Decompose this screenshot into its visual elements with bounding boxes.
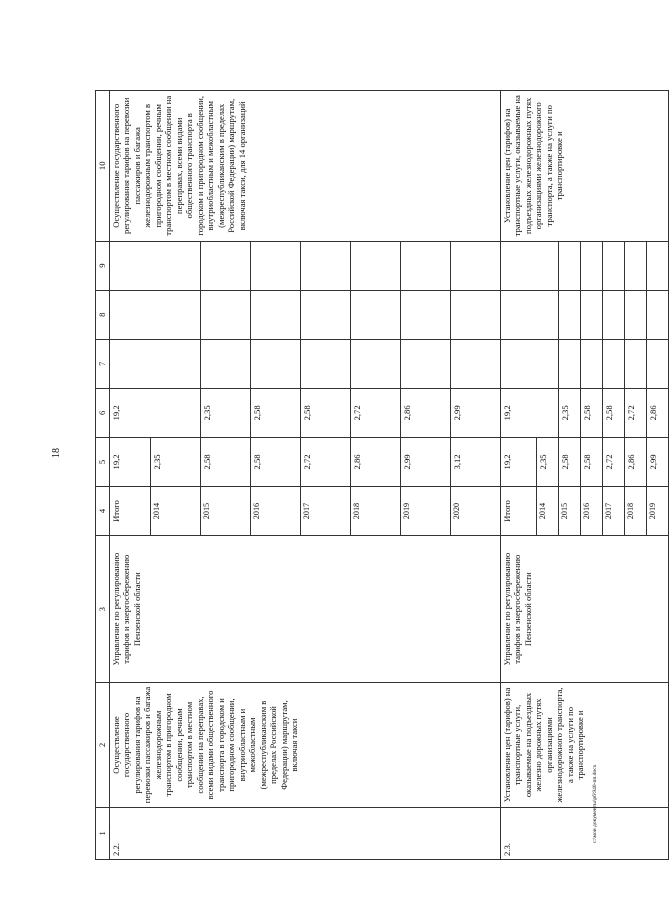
value-col8 — [351, 290, 401, 339]
value-col7 — [110, 339, 201, 388]
executor: Управление по регулированию тарифов и энергосбережению Пензенской области — [110, 536, 501, 683]
value-col9 — [625, 241, 647, 290]
value-col9 — [351, 241, 401, 290]
value-col6: 2,99 — [451, 388, 501, 437]
header-cell: 2 — [96, 683, 110, 807]
row-number: 2.2. — [110, 807, 501, 859]
year-label: 2015 — [201, 486, 251, 535]
value-col9 — [201, 241, 251, 290]
value-col5: 2,58 — [251, 437, 301, 486]
period-label: Итого — [110, 486, 151, 535]
header-cell: 1 — [96, 807, 110, 859]
value-col5: 2,86 — [351, 437, 401, 486]
measure-name: Установление цен (тарифов) на транспортные услуги, оказываемые на подъездных железно дорожных путях организациями железнодорожного транспорта, а также на услуги по транспортировке и — [501, 683, 669, 807]
value-col6: 2,86 — [401, 388, 451, 437]
value-col7 — [451, 339, 501, 388]
header-cell: 5 — [96, 437, 110, 486]
year-label: 2018 — [625, 486, 647, 535]
value-col9 — [451, 241, 501, 290]
value-col6: 2,58 — [251, 388, 301, 437]
value-col8 — [301, 290, 351, 339]
value-col7 — [301, 339, 351, 388]
value-col7 — [401, 339, 451, 388]
value-col7 — [625, 339, 647, 388]
value-col5: 2,35 — [537, 437, 559, 486]
value-col6: 2,35 — [201, 388, 251, 437]
year-label: 2017 — [603, 486, 625, 535]
value-col8 — [603, 290, 625, 339]
value-col6: 2,58 — [301, 388, 351, 437]
footer-file-path: c:\мои документы\рб\940-пп.docx — [592, 764, 598, 843]
value-col8 — [401, 290, 451, 339]
year-label: 2016 — [581, 486, 603, 535]
measure-name: Осуществление государственного регулирования тарифов на перевозки пассажиров и багажа железнодорожным транспортом в пригородном сообщении, речным транспортом в местном сообщении на переправах, всеми видами общественного транспорта в городском и пригородном сообщении, внутриобластным и межобластным (межреспубликанским в пределах Российской Федерации) маршрутам, включая такси — [110, 683, 501, 807]
value-col5: 2,58 — [581, 437, 603, 486]
value-col7 — [201, 339, 251, 388]
year-label: 2018 — [351, 486, 401, 535]
table-body — [96, 91, 669, 860]
value-col7 — [501, 339, 559, 388]
value-col9 — [603, 241, 625, 290]
expected-result: Осуществление государственного регулирования тарифов на перевозки пассажиров и багажа железнодорожным транспортом в пригородном сообщении, речным транспортом в местном сообщении на переправах, всеми видами общественного транспорта в городском и пригородном сообщении, внутриобластным и межобластным (межреспубликанским в пределах Российской Федерации) маршрутам, включая такси, для 14 организаций — [110, 91, 501, 242]
header-row — [96, 91, 110, 860]
value-col8 — [451, 290, 501, 339]
value-col6: 2,58 — [603, 388, 625, 437]
value-col6: 2,86 — [647, 388, 669, 437]
year-label: 2014 — [537, 486, 559, 535]
value-col8 — [201, 290, 251, 339]
header-cell: 3 — [96, 536, 110, 683]
header-cell: 9 — [96, 241, 110, 290]
page-number: 18 — [51, 448, 62, 458]
value-col7 — [251, 339, 301, 388]
table-row — [110, 91, 151, 860]
value-col6: 2,72 — [351, 388, 401, 437]
expected-result: Установление цен (тарифов) на транспортные услуги, оказываемые на подъездных железнодорожных путях организациями железнодорожного транспорта, а также на услуги по транспортировке и — [501, 91, 669, 242]
header-cell: 10 — [96, 91, 110, 242]
value-col5: 2,72 — [603, 437, 625, 486]
value-total-col5: 19,2 — [110, 437, 151, 486]
header-cell: 8 — [96, 290, 110, 339]
value-col9 — [501, 241, 559, 290]
value-col5: 2,99 — [647, 437, 669, 486]
value-col9 — [401, 241, 451, 290]
value-col8 — [110, 290, 201, 339]
value-col8 — [559, 290, 581, 339]
value-col7 — [559, 339, 581, 388]
value-col7 — [647, 339, 669, 388]
value-col6: 2,58 — [581, 388, 603, 437]
value-col9 — [251, 241, 301, 290]
header-cell: 4 — [96, 486, 110, 535]
year-label: 2014 — [151, 486, 201, 535]
value-col8 — [501, 290, 559, 339]
value-col7 — [581, 339, 603, 388]
table-row — [501, 91, 537, 860]
value-col7 — [603, 339, 625, 388]
row-number: 2.3. — [501, 807, 669, 859]
year-label: 2019 — [401, 486, 451, 535]
value-total-col6: 19,2 — [110, 388, 201, 437]
period-label: Итого — [501, 486, 537, 535]
executor: Управление по регулированию тарифов и энергосбережению Пензенской области — [501, 536, 669, 683]
value-col9 — [559, 241, 581, 290]
value-col5: 3,12 — [451, 437, 501, 486]
value-col9 — [301, 241, 351, 290]
value-col5: 2,58 — [559, 437, 581, 486]
value-col9 — [647, 241, 669, 290]
value-col5: 2,72 — [301, 437, 351, 486]
value-col9 — [110, 241, 201, 290]
value-col8 — [625, 290, 647, 339]
value-col6: 2,72 — [625, 388, 647, 437]
value-col8 — [581, 290, 603, 339]
value-total-col6: 19,2 — [501, 388, 559, 437]
value-total-col5: 19,2 — [501, 437, 537, 486]
value-col6: 2,35 — [559, 388, 581, 437]
year-label: 2017 — [301, 486, 351, 535]
value-col5: 2,58 — [201, 437, 251, 486]
value-col8 — [251, 290, 301, 339]
value-col7 — [351, 339, 401, 388]
value-col5: 2,86 — [625, 437, 647, 486]
year-label: 2020 — [451, 486, 501, 535]
year-label: 2015 — [559, 486, 581, 535]
value-col5: 2,99 — [401, 437, 451, 486]
year-label: 2016 — [251, 486, 301, 535]
header-cell: 7 — [96, 339, 110, 388]
header-cell: 6 — [96, 388, 110, 437]
value-col8 — [647, 290, 669, 339]
year-label: 2019 — [647, 486, 669, 535]
value-col9 — [581, 241, 603, 290]
program-table — [95, 90, 669, 860]
value-col5: 2,35 — [151, 437, 201, 486]
